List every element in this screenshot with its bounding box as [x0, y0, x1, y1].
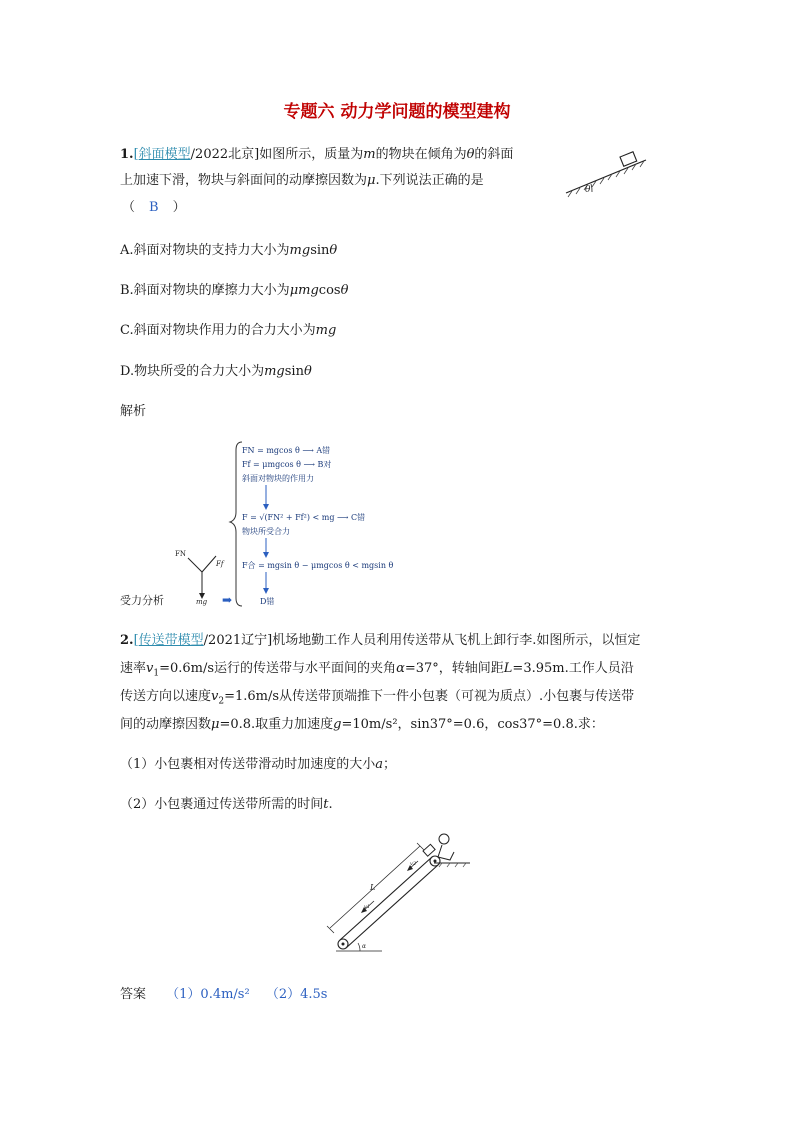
q2-answer-line [120, 987, 327, 1003]
flow-line-6: F合 = mgsin θ − μmgcos θ < mgsin θ [242, 561, 394, 570]
q2-line-2 [120, 661, 634, 682]
q1-var-mu: μ [367, 173, 376, 188]
page-title: 专题六 动力学问题的模型建构 [283, 102, 511, 122]
answer-label: 答案 [120, 987, 147, 1002]
q2-line2-b: =0.6m/s运行的传送带与水平面间的夹角 [159, 661, 397, 676]
q2-sub1-end: ； [383, 757, 397, 772]
q2-line3-b: =1.6m/s从传送带顶端推下一件小包裹（可视为质点）.小包裹与传送带 [224, 689, 635, 704]
q2-sub2-var: t [323, 797, 329, 812]
q2-subquestion-1 [120, 757, 396, 773]
q1-stem-a: 如图所示，质量为 [259, 147, 364, 162]
q2-var-L: L [503, 661, 513, 676]
q2-subquestion-2 [120, 797, 333, 813]
q2-line2-c: =37°，转轴间距 [404, 661, 504, 676]
q2-var-v2: v [211, 689, 219, 704]
q1-paren-open: （ [122, 200, 136, 215]
q1-tag-link[interactable]: 斜面模型 [138, 147, 191, 162]
q1-option-d [120, 364, 312, 380]
force-analysis-label: 受力分析 [120, 594, 164, 607]
arrow-icon: ➡ [222, 593, 233, 607]
q2-line2-d: =3.95m.工作人员沿 [512, 661, 634, 676]
q1-stem-b: 的物块在倾角为 [375, 147, 467, 162]
q1-var-m: m [363, 147, 376, 162]
q2-line-1 [120, 633, 640, 649]
option-b-func: cos [318, 283, 341, 298]
q2-line2-a: 速率 [120, 661, 147, 676]
flow-line-7: D错 [260, 597, 275, 606]
q2-var-v1: v [146, 661, 154, 676]
fbd-mg-label: mg [196, 598, 208, 606]
incline-angle-label: θ [585, 185, 591, 195]
option-d-func: sin [284, 364, 304, 379]
q1-option-a [120, 243, 337, 259]
option-b-var: θ [340, 283, 349, 298]
fig-label-alpha: α [362, 943, 367, 950]
q2-tag-link[interactable]: 传送带模型 [138, 633, 204, 648]
q1-answer-paren [122, 200, 186, 216]
q2-tag-open: [ [133, 633, 139, 648]
q2-sub1-text: （1）小包裹相对传送带滑动时加速度的大小 [120, 757, 376, 772]
q2-number: 2. [120, 633, 134, 648]
q1-var-theta: θ [466, 147, 475, 162]
flow-line-1: FN = mgcos θ ⟶ A错 [242, 446, 331, 455]
q1-answer: B [149, 200, 159, 215]
conveyor-figure [322, 830, 474, 962]
fig-label-L: L [370, 883, 376, 892]
option-b-text: B.斜面对物块的摩擦力大小为 [120, 283, 290, 298]
q1-line-2 [120, 173, 484, 189]
q1-line-1 [120, 147, 513, 163]
q2-sub2-text: （2）小包裹通过传送带所需的时间 [120, 797, 324, 812]
q1-paren-close: ） [172, 200, 186, 215]
q1-option-c [120, 323, 336, 339]
analysis-diagram [118, 438, 398, 610]
option-a-expr: mg [289, 243, 311, 258]
q2-line4-a: 间的动摩擦因数 [120, 717, 212, 732]
q2-line1-text: 机场地勤工作人员利用传送带从飞机上卸行李.如图所示，以恒定 [272, 633, 641, 648]
analysis-label: 解析 [120, 404, 147, 419]
incline-figure [562, 148, 652, 198]
q2-sub1-var: a [375, 757, 384, 772]
q2-var-v1-sub: 1 [153, 668, 160, 679]
q1-line2-a: 上加速下滑，物块与斜面间的动摩擦因数为 [120, 173, 368, 188]
answer-part-1: （1）0.4m/s² [166, 987, 250, 1002]
worker-head-shape [439, 834, 449, 844]
q2-line3-a: 传送方向以速度 [120, 689, 212, 704]
block-shape [620, 152, 637, 167]
fbd-fn-label: FN [175, 550, 186, 558]
option-c-expr: mg [315, 323, 337, 338]
package-shape [423, 844, 435, 856]
flow-line-4: F = √(FN² + Ff²) < mg ⟶ C错 [242, 513, 366, 522]
q2-tag-source: /2021辽宁] [203, 633, 273, 648]
q1-line2-b: .下列说法正确的是 [375, 173, 484, 188]
q2-var-v2-sub: 2 [218, 696, 225, 707]
q2-line4-b: =0.8.取重力加速度 [219, 717, 334, 732]
fbd-ff-label: Ff [216, 560, 224, 568]
option-a-text: A.斜面对物块的支持力大小为 [120, 243, 290, 258]
q2-line-3 [120, 689, 634, 710]
option-d-expr: mg [264, 364, 285, 379]
q1-tag-source: /2022北京] [190, 147, 260, 162]
flow-line-3: 斜面对物块的作用力 [242, 474, 314, 483]
q1-number: 1. [120, 147, 134, 162]
q2-sub2-end: . [328, 797, 333, 812]
fig-label-v1: v1 [364, 904, 371, 910]
q2-var-g: g [333, 717, 342, 732]
option-b-expr: μmg [289, 283, 319, 298]
option-a-func: sin [310, 243, 330, 258]
answer-part-2: （2）4.5s [265, 987, 328, 1002]
option-c-text: C.斜面对物块作用力的合力大小为 [120, 323, 316, 338]
flow-line-5: 物块所受合力 [242, 527, 290, 536]
q2-var-alpha: α [396, 661, 405, 676]
option-a-var: θ [329, 243, 338, 258]
q1-stem-c: 的斜面 [474, 147, 514, 162]
fig-label-v2: v2 [410, 861, 417, 867]
flow-line-2: Ff = μmgcos θ ⟶ B对 [242, 460, 332, 469]
q2-var-mu: μ [211, 717, 220, 732]
q1-tag-open: [ [133, 147, 139, 162]
q2-line-4 [120, 717, 604, 733]
q1-option-b [120, 283, 348, 299]
option-d-text: D.物块所受的合力大小为 [120, 364, 265, 379]
q2-line4-c: =10m/s²，sin37°=0.6，cos37°=0.8.求： [341, 717, 604, 732]
option-d-var: θ [303, 364, 312, 379]
